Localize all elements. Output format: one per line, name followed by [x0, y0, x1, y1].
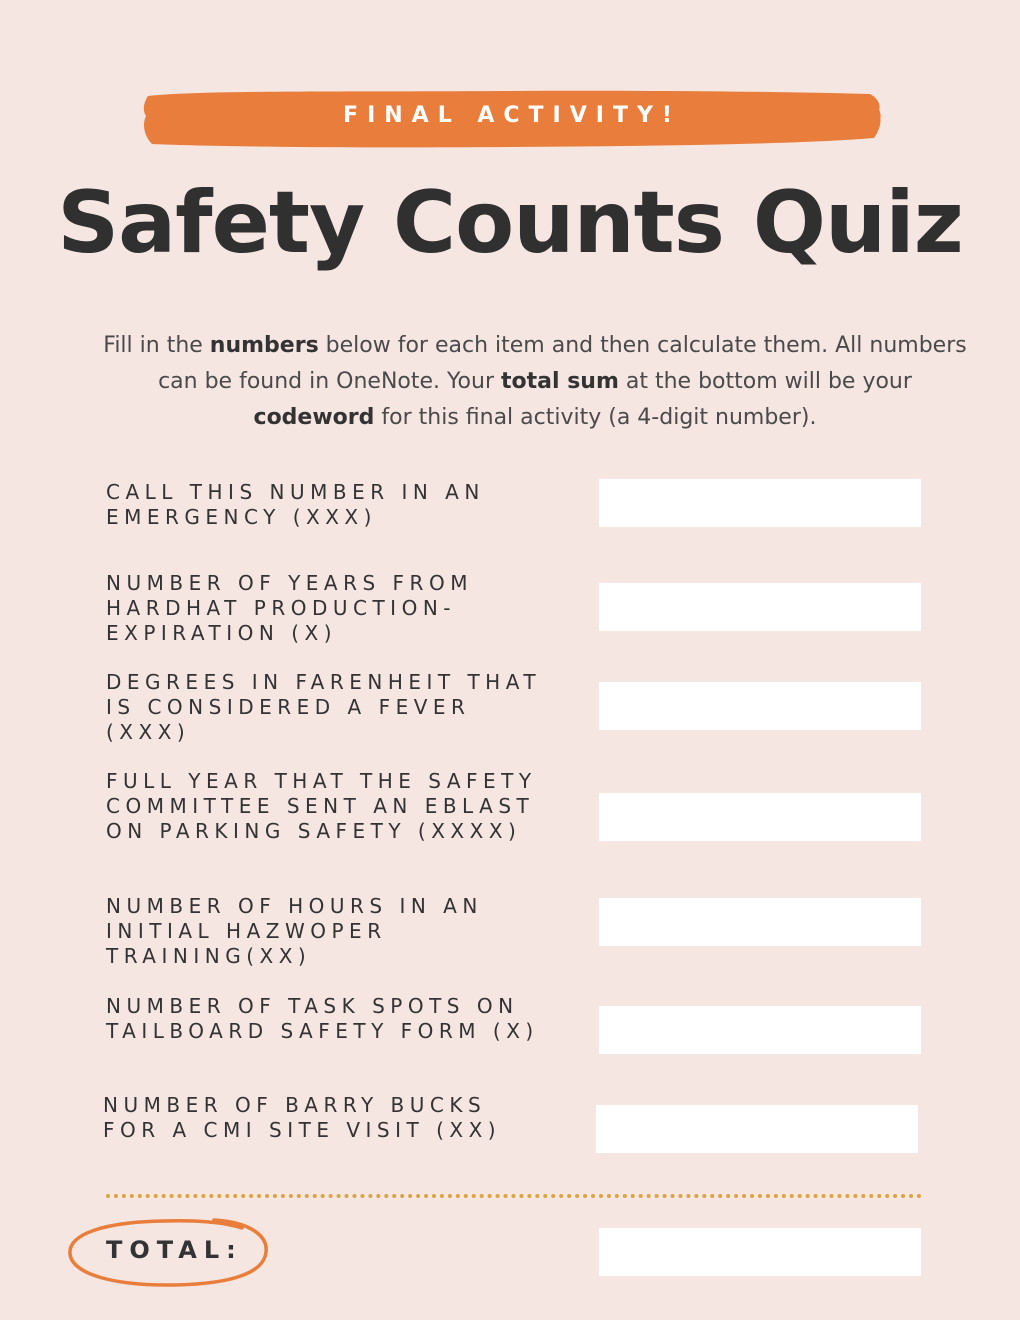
- answer-input-barry-bucks[interactable]: [596, 1105, 918, 1153]
- page-title: Safety Counts Quiz: [57, 173, 963, 273]
- dotted-divider: [106, 1194, 922, 1198]
- instructions-text-2: below for each item and then calculate them. All numbers can be found in OneNote. Your: [158, 333, 967, 394]
- answer-input-fever-degrees[interactable]: [599, 682, 921, 730]
- final-activity-banner: [142, 88, 882, 150]
- total-label: TOTAL:: [106, 1236, 243, 1264]
- answer-input-hardhat-years[interactable]: [599, 583, 921, 631]
- banner-text: FINAL ACTIVITY!: [343, 103, 681, 128]
- question-label-barry-bucks: NUMBER OF BARRY BUCKS FOR A CMI SITE VISIT (XX): [103, 1093, 502, 1142]
- question-label-emergency-number: CALL THIS NUMBER IN AN EMERGENCY (XXX): [106, 480, 485, 529]
- total-answer-input[interactable]: [599, 1228, 921, 1276]
- instructions-text-1: Fill in the: [103, 333, 210, 358]
- instructions-bold-codeword: codeword: [253, 405, 375, 430]
- instructions-bold-numbers: numbers: [209, 333, 319, 358]
- question-label-task-spots: NUMBER OF TASK SPOTS ON TAILBOARD SAFETY FORM (X): [106, 994, 539, 1043]
- question-label-fever-degrees: DEGREES IN FARENHEIT THAT IS CONSIDERED A FEVER (XXX): [106, 670, 542, 744]
- instructions-bold-total-sum: total sum: [501, 369, 619, 394]
- instructions-text-4: for this final activity (a 4-digit number).: [374, 405, 817, 430]
- question-label-hardhat-years: NUMBER OF YEARS FROM HARDHAT PRODUCTION-EXPIRATION (X): [106, 571, 473, 645]
- answer-input-emergency-number[interactable]: [599, 479, 921, 527]
- answer-input-hazwoper-hours[interactable]: [599, 898, 921, 946]
- instructions-paragraph: [100, 328, 970, 436]
- question-label-eblast-year: FULL YEAR THAT THE SAFETY COMMITTEE SENT AN EBLAST ON PARKING SAFETY (XXXX): [106, 769, 537, 843]
- answer-input-eblast-year[interactable]: [599, 793, 921, 841]
- instructions-text-3: at the bottom will be your: [618, 369, 912, 394]
- total-circle: [64, 1214, 274, 1290]
- answer-input-task-spots[interactable]: [599, 1006, 921, 1054]
- question-label-hazwoper-hours: NUMBER OF HOURS IN AN INITIAL HAZWOPER TRAINING(XX): [106, 894, 483, 968]
